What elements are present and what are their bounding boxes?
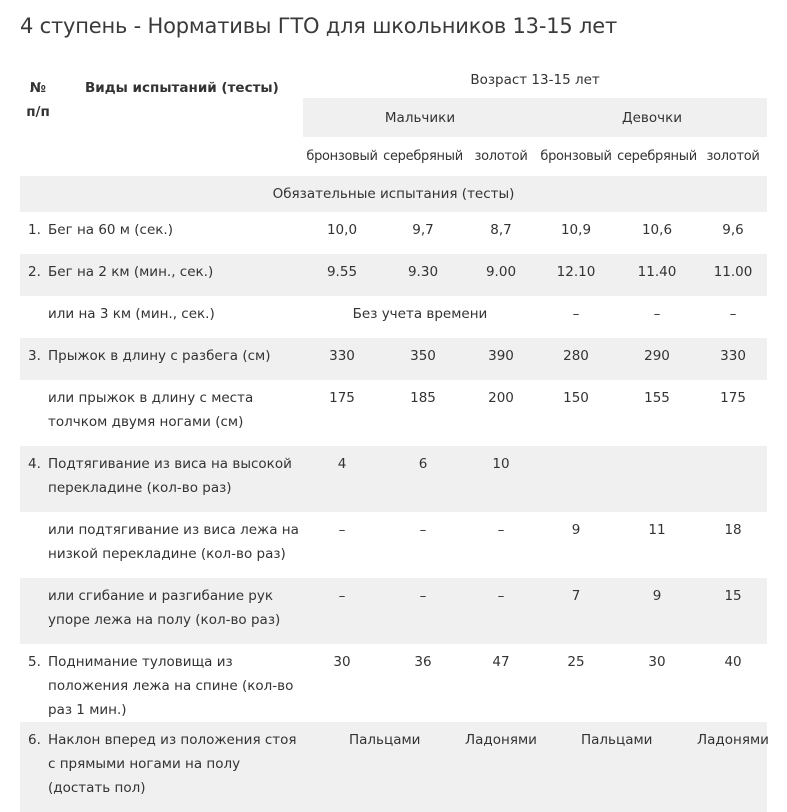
value-cell: 11.00 [699,254,767,296]
header-girls: Девочки [537,98,767,137]
test-name: Поднимание туловища из положения лежа на спине (кол-во раз 1 мин.) [48,654,294,718]
value-cell: 25 [567,654,585,670]
row-number: 2. [20,254,48,296]
value-cell: – [497,522,505,538]
test-name: или на 3 км (мин., сек.) [48,306,215,322]
value-cell: 30 [648,654,666,670]
table-row [20,578,767,644]
value-cell: 330 [303,338,381,380]
value-cell: – [303,578,381,644]
table-row [20,212,767,254]
test-name: Бег на 2 км (мин., сек.) [48,254,303,296]
header-boys: Мальчики [303,98,537,137]
table-row [20,644,767,722]
medal-girls-silver: серебряный [617,148,697,164]
flexibility-values [303,722,767,812]
value-cell: 4 [303,446,381,512]
test-name: или сгибание и разгибание рук упоре лежа на полу (кол-во раз) [48,578,303,644]
value-cell: Ладонями [697,732,769,748]
header-test: Виды испытаний (тесты) [85,80,279,96]
value-cell: 200 [488,390,514,406]
value-cell: 15 [699,578,767,644]
value-cell: 9.55 [303,254,381,296]
value-cell: 9,6 [722,222,744,238]
value-cell: 30 [333,654,351,670]
value-cell: – [381,578,465,644]
row-number: 4. [20,446,48,512]
header-age: Возраст 13-15 лет [470,72,600,88]
section-title: Обязательные испытания (тесты) [20,176,767,212]
table-row [20,338,767,380]
value-cell: 40 [724,654,742,670]
value-cell: 18 [724,522,742,538]
header-num-test-cell [20,68,303,176]
value-cell: 185 [410,390,436,406]
medal-girls-bronze: бронзовый [540,148,612,164]
value-cell [615,446,699,512]
table-row [20,254,767,296]
page-title: 4 ступень - Нормативы ГТО для школьников 13-15 лет [20,14,617,38]
row-number: 1. [28,222,41,238]
value-cell: 280 [537,338,615,380]
header-row-age [20,68,767,98]
value-cell: 7 [537,578,615,644]
value-cell: 10,6 [641,222,673,238]
medal-boys-bronze: бронзовый [306,148,378,164]
row-number [20,512,48,578]
value-cell: 330 [699,338,767,380]
medal-girls-gold: золотой [706,148,760,164]
value-cell: 12.10 [537,254,615,296]
span-value-cell: Без учета времени [352,306,488,322]
value-cell: 155 [644,390,670,406]
value-cell: 150 [563,390,589,406]
value-cell: – [338,522,346,538]
header-num: № п/п [26,80,50,120]
value-cell: 47 [492,654,510,670]
value-cell: 290 [615,338,699,380]
value-cell: 9 [615,578,699,644]
test-name: Бег на 60 м (сек.) [48,222,173,238]
value-cell: 390 [465,338,537,380]
medal-boys-silver: серебряный [383,148,463,164]
value-cell: Ладонями [465,732,537,748]
table-row [20,296,767,338]
value-cell: 10,0 [326,222,358,238]
value-cell: – [572,306,580,322]
value-cell: 36 [414,654,432,670]
table-row [20,446,767,512]
row-number [20,380,48,446]
row-number: 6. [20,722,48,812]
value-cell: 9 [571,522,581,538]
medal-boys-gold: золотой [474,148,528,164]
value-cell: 350 [381,338,465,380]
test-name: Подтягивание из виса на высокой перекладине (кол-во раз) [48,446,303,512]
value-cell: Пальцами [349,732,421,748]
value-cell: 10,9 [560,222,592,238]
test-name: Прыжок в длину с разбега (см) [48,338,303,380]
value-cell: – [729,306,737,322]
value-cell: 9.30 [381,254,465,296]
row-number: 5. [28,654,41,670]
value-cell: 9.00 [465,254,537,296]
test-name: Наклон вперед из положения стоя с прямыми ногами на полу (достать пол) [48,722,303,812]
value-cell: 10 [465,446,537,512]
value-cell: – [419,522,427,538]
value-cell: 11.40 [615,254,699,296]
test-name: или прыжок в длину с места толчком двумя ногами (см) [48,390,254,430]
value-cell: 11 [648,522,666,538]
section-row [20,176,767,212]
table-row [20,512,767,578]
value-cell: – [653,306,661,322]
value-cell [537,446,615,512]
value-cell: Пальцами [581,732,653,748]
value-cell: 9,7 [412,222,434,238]
row-number [20,296,48,338]
value-cell: 8,7 [490,222,512,238]
table-row [20,722,767,812]
table-row [20,380,767,446]
row-number [20,578,48,644]
test-name: или подтягивание из виса лежа на низкой перекладине (кол-во раз) [48,522,299,562]
value-cell: – [465,578,537,644]
value-cell: 6 [381,446,465,512]
row-number: 3. [20,338,48,380]
value-cell: 175 [329,390,355,406]
gto-standards-table [20,68,767,812]
value-cell [699,446,767,512]
value-cell: 175 [720,390,746,406]
